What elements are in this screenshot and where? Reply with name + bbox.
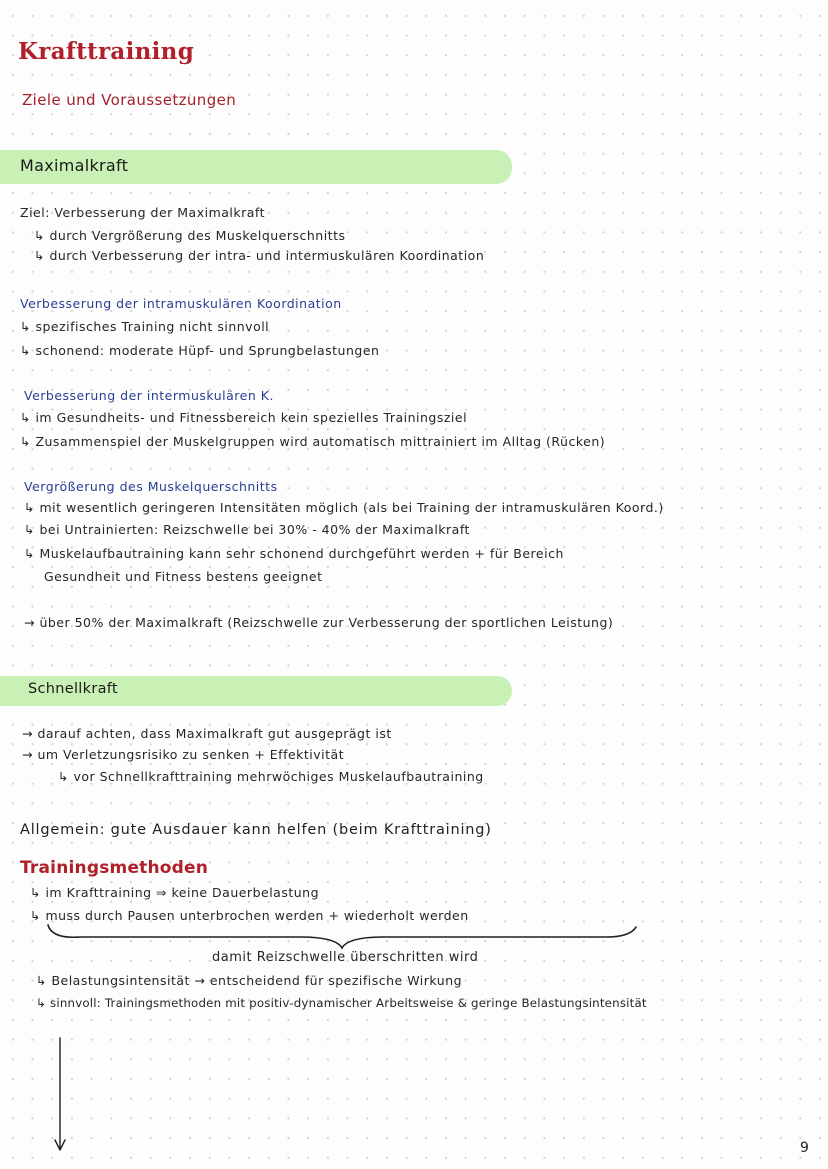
page-number: 9 [800,1140,809,1156]
methoden-item: ↳ sinnvoll: Trainingsmethoden mit positiv-dynamischer Arbeitsweise & geringe Belastungsintensität [36,996,647,1010]
allgemein-note: Allgemein: gute Ausdauer kann helfen (beim Krafttraining) [20,822,492,838]
schnellkraft-item: → darauf achten, dass Maximalkraft gut ausgeprägt ist [22,726,392,741]
page-title: Krafttraining [18,38,195,65]
maximalkraft-goal-item: ↳ durch Verbesserung der intra- und intermuskulären Koordination [34,248,485,263]
quer-item: ↳ mit wesentlich geringeren Intensitäten möglich (als bei Training der intramuskulären Koord.) [24,500,664,515]
page-subtitle: Ziele und Voraussetzungen [22,91,237,109]
inter-heading: Verbesserung der intermuskulären K. [24,388,274,403]
quer-heading: Vergrößerung des Muskelquerschnitts [24,479,278,494]
schnellkraft-heading: Schnellkraft [28,681,118,697]
methoden-item: ↳ Belastungsintensität → entscheidend für spezifische Wirkung [36,973,463,988]
schnellkraft-item: → um Verletzungsrisiko zu senken + Effektivität [22,747,345,762]
intra-item: ↳ spezifisches Training nicht sinnvoll [20,319,270,334]
methoden-centered-note: damit Reizschwelle überschritten wird [212,950,479,965]
quer-item: ↳ Muskelaufbautraining kann sehr schonend durchgeführt werden + für Bereich [24,546,564,561]
maximalkraft-goal: Ziel: Verbesserung der Maximalkraft [20,205,266,220]
maximalkraft-heading: Maximalkraft [20,156,129,175]
maximalkraft-goal-item: ↳ durch Vergrößerung des Muskelquerschnitts [34,228,346,243]
intra-item: ↳ schonend: moderate Hüpf- und Sprungbelastungen [20,343,380,358]
brace-stroke [48,925,636,948]
methoden-item: ↳ im Krafttraining ⇒ keine Dauerbelastung [30,885,320,900]
inter-item: ↳ Zusammenspiel der Muskelgruppen wird automatisch mittrainiert im Alltag (Rücken) [20,434,606,449]
quer-item: Gesundheit und Fitness bestens geeignet [44,569,323,584]
schnellkraft-item: ↳ vor Schnellkrafttraining mehrwöchiges Muskelaufbautraining [58,769,484,784]
methoden-item: ↳ muss durch Pausen unterbrochen werden + wiederholt werden [30,908,469,923]
intra-heading: Verbesserung der intramuskulären Koordination [20,296,342,311]
methoden-heading: Trainingsmethoden [20,858,209,878]
inter-item: ↳ im Gesundheits- und Fitnessbereich kein spezielles Trainingsziel [20,410,468,425]
quer-note: → über 50% der Maximalkraft (Reizschwelle zur Verbesserung der sportlichen Leistung) [24,615,614,630]
quer-item: ↳ bei Untrainierten: Reizschwelle bei 30% - 40% der Maximalkraft [24,522,470,537]
